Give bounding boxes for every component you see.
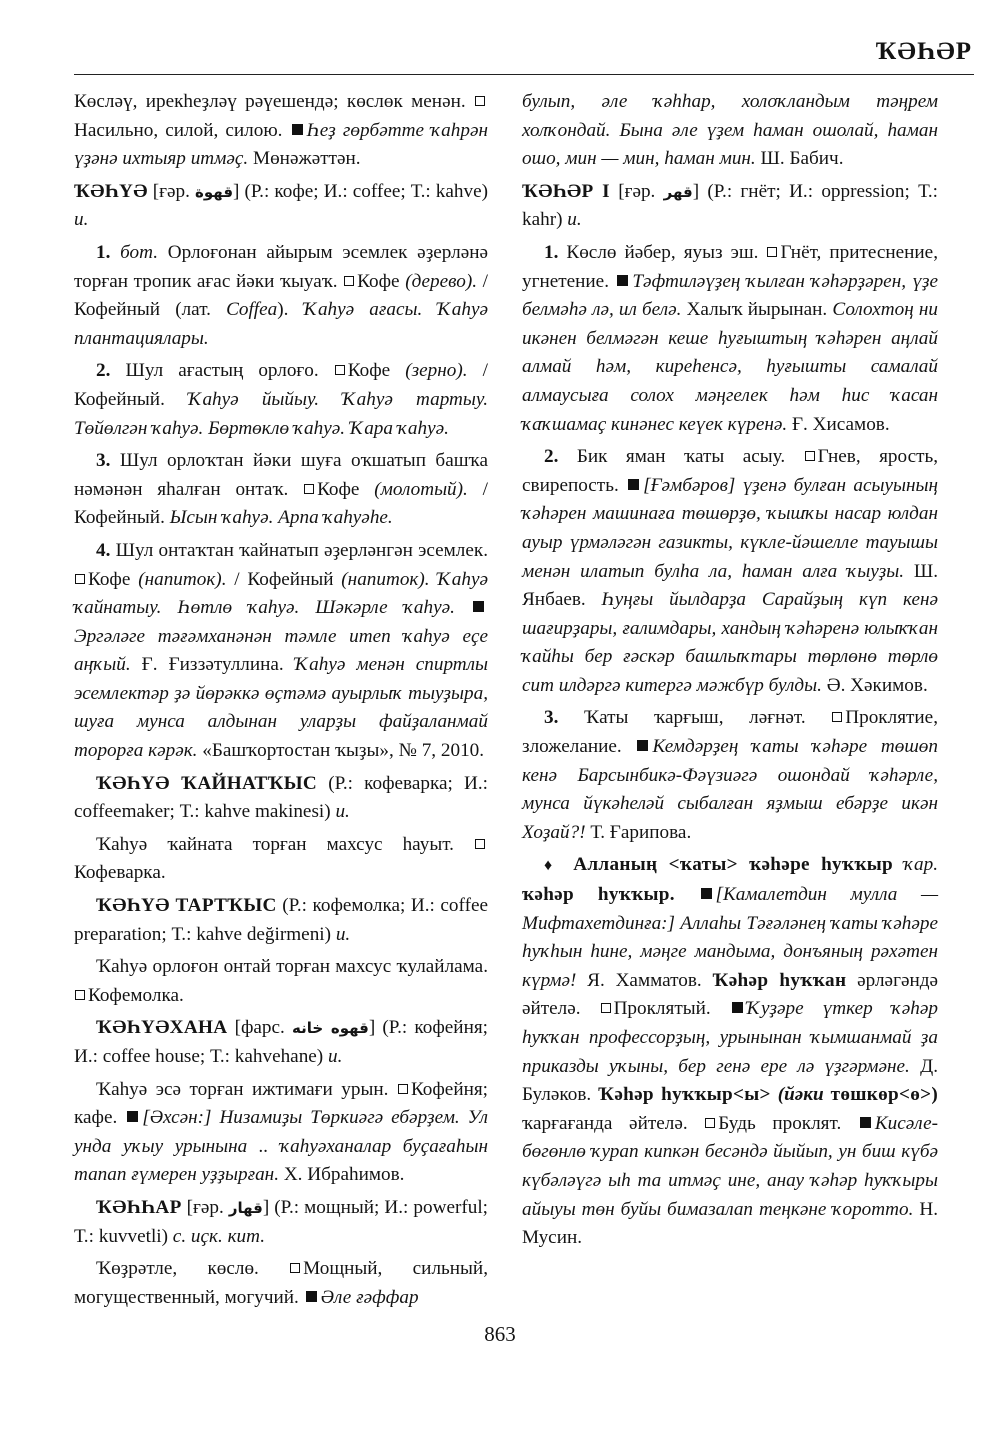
example: [Камалетдин мулла — Мифтахетдинға:] Аллаһы Тәғәләнең ҡаты ҡәһәре һуҡһын һине, мәңге мандыма, донъяның рәхәтен күрмә! xyxy=(522,884,939,991)
russian-translation: Кофе xyxy=(88,568,131,590)
russian-translation: Кофе xyxy=(357,270,400,292)
definition: Шул онтаҡтан ҡайнатып әҙерләнгән эсемлек. xyxy=(115,539,488,561)
sense-2 xyxy=(522,443,938,700)
russian-adj: / Кофейный (лат. xyxy=(74,270,489,321)
sense-number: 1. xyxy=(544,241,559,263)
sense-number: 4. xyxy=(96,539,111,561)
example-marker-icon xyxy=(637,740,648,751)
sense-3 xyxy=(522,704,938,847)
etymology: [ғәр. xyxy=(152,180,190,202)
arabic-script: قهر xyxy=(663,182,693,201)
definition: Көслө йәбер, яуыз эш. xyxy=(566,241,759,263)
russian-translation: Кофемолка. xyxy=(88,984,184,1006)
entry-kahua-tartkys xyxy=(74,892,488,949)
source: Ғ. Ғиззәтуллина. xyxy=(141,654,284,676)
part-of-speech: и. xyxy=(74,209,89,231)
headword: ҠӘҺҮӘ xyxy=(74,180,148,202)
part-of-speech: и. xyxy=(328,1046,343,1067)
entry-kahhar xyxy=(74,1194,488,1251)
arabic-script: قهوة xyxy=(195,182,234,201)
etymology: [фарс. xyxy=(234,1017,285,1039)
source: Н. Мусин. xyxy=(522,1198,938,1249)
phrase-headword: ҡәһәр һуҡҡыр. xyxy=(522,884,675,906)
russian-adj: / Кофейный xyxy=(234,568,334,590)
arabic-script: قهوه خانه xyxy=(292,1019,369,1038)
example: булып, әле ҡәһһар, холоҡландым тәңрем холҡондай. Бына әле үҙем һаман ошолай, һаман ошо, мин — мин, һаман мин. xyxy=(522,91,938,170)
phrase-headword: Алланың <ҡаты> ҡәһәре һуҡҡыр xyxy=(573,854,893,876)
russian-marker-icon xyxy=(601,1003,611,1013)
left-column xyxy=(74,88,488,1316)
definition: Ҡаһуә орлоғон онтай торған махсус ҡулайлама. xyxy=(96,956,488,978)
definition: Бик яман ҡаты асыу. xyxy=(576,446,786,468)
part-of-speech: с. иҫк. кит. xyxy=(172,1225,266,1247)
example: Кисәле-бөгөнлө ҡурап кипкән бесәндә йыйып, ун биш күбә күбәләүгә ыһ та итмәҫ ине, анау ҡәһәр һуҡҡыры айыуы төн буйы бимазалап теңкәне ҡоротто. xyxy=(522,1112,938,1220)
example: Ҡуҙәре үткер ҡәһәр һуҡҡан профессорҙың, урынынан ҡымшанмай ҙа приказды уҡыны, бер генә ере лә үҙгәрмәне. xyxy=(522,998,939,1077)
source: Д. Буләков. xyxy=(522,1055,938,1106)
sense-4 xyxy=(74,537,488,766)
text: Көсләү, ирекһеҙләү рәүешендә; көслөк менән. xyxy=(74,91,466,112)
russian-translation: Кофейня; кафе. xyxy=(74,1078,489,1129)
phrase-variant: (йәки xyxy=(777,1084,824,1106)
example-marker-icon xyxy=(732,1002,743,1013)
example-marker-icon xyxy=(628,479,639,490)
russian-marker-icon xyxy=(335,365,345,375)
diamond-icon: ♦ xyxy=(544,857,559,875)
sense-1 xyxy=(74,239,488,353)
source: Мөнәжәттән. xyxy=(253,148,361,170)
example: Ҡаһуә йыйыу. Ҡаһуә тартыу. Төйөлгән ҡаһуә. Бөртөклө ҡаһуә. Ҡара ҡаһуә. xyxy=(74,388,489,439)
latin-name: Coffea xyxy=(226,299,278,321)
entry-kahua-kaynatkys xyxy=(74,770,488,827)
russian-marker-icon xyxy=(398,1084,408,1094)
russian-marker-icon xyxy=(705,1118,715,1128)
definition: Шул ағастың орлоғо. xyxy=(125,360,319,382)
russian-translation: Будь проклят. xyxy=(718,1112,842,1134)
russian-translation: Гнев, ярость, свирепость. xyxy=(522,446,939,496)
example-marker-icon xyxy=(127,1111,138,1122)
phrase-headword: Ҡәһәр һуҡҡан xyxy=(712,969,847,991)
example-marker-icon xyxy=(306,1291,317,1302)
example-marker-icon xyxy=(701,888,712,899)
sense-number: 1. xyxy=(96,241,111,263)
russian-translation: Проклятый. xyxy=(613,998,711,1020)
sense-number: 2. xyxy=(96,360,111,382)
russian-marker-icon xyxy=(290,1263,300,1273)
etymology: [ғәр. xyxy=(186,1196,224,1218)
source: Я. Хамматов. xyxy=(587,969,702,991)
example: [Әхсән:] Низамиҙы Төркиәгә ебәрҙем. Ул унда уҡыу урынына .. ҡаһуәханалар буҫағаһын тапап ғүмерен уҙҙырған. xyxy=(74,1107,489,1186)
russian-note: (дерево). xyxy=(405,270,478,292)
part-of-speech: и. xyxy=(335,923,351,945)
russian-marker-icon xyxy=(475,96,485,106)
russian-translation: Насильно, силой, силою. xyxy=(74,119,283,141)
russian-marker-icon xyxy=(75,990,85,1000)
definition: Ҡаты ҡарғыш, ләғнәт. xyxy=(584,707,806,729)
russian-marker-icon xyxy=(344,276,354,286)
example: Ысын ҡаһуә. Арпа ҡаһуәһе. xyxy=(169,507,393,529)
definition-line xyxy=(74,1076,488,1190)
definition: Ҡаһуә ҡайната торған махсус һауыт. xyxy=(96,833,454,855)
headword: ҠӘҺҮӘ ТАРТҠЫС xyxy=(96,895,277,917)
translations: ] (Р.: гнёт; И.: oppression; Т.: kahr) xyxy=(522,180,939,231)
russian-translation: Кофеварка. xyxy=(74,862,166,884)
label: бот. xyxy=(120,241,159,263)
source: Х. Ибраһимов. xyxy=(283,1164,405,1186)
definition-line xyxy=(74,953,488,1010)
russian-marker-icon xyxy=(75,574,85,584)
russian-marker-icon xyxy=(832,712,842,722)
example: Ҡаһуә ағасы. Ҡаһуә плантациялары. xyxy=(74,299,489,349)
definition: әрләгәндә әйтелә. xyxy=(522,969,939,1020)
text: ). xyxy=(277,299,289,321)
russian-note: (напиток). xyxy=(341,568,430,590)
phrase-headword: төшкөр<ө>) xyxy=(830,1084,939,1106)
sense-number: 3. xyxy=(544,707,559,729)
source: Халыҡ йырынан. xyxy=(686,299,828,321)
definition: Ҡаһуә эсә торған ижтимағи урын. xyxy=(96,1078,389,1100)
russian-adj: / Кофейный. xyxy=(74,360,488,410)
russian-translation: Мощный, сильный, могущественный, могучий. xyxy=(74,1258,488,1308)
translations: ] (Р.: кофе; И.: coffee; Т.: kahve) xyxy=(233,180,489,202)
example: Тәфтиләүҙең ҡылған ҡәһәрҙәрен, үҙе белмәһә лә, ил белә. xyxy=(522,270,938,321)
label: ҡар. xyxy=(903,854,939,876)
example: Эргәләге тәғәмханәнән тәмле итеп ҡаһуә еҫе аңҡый. xyxy=(74,625,488,676)
headword: ҠӘҺҮӘХАНА xyxy=(96,1017,228,1039)
translations: ] (Р.: кофейня; И.: coffee house; Т.: kahvehane) xyxy=(74,1017,488,1067)
source: Ғ. Хисамов. xyxy=(791,413,890,435)
running-head-word: ҠӘҺӘР xyxy=(875,38,972,65)
example: [Ғәмбәров] үҙенә булған асыуының ҡәһәрен машинаға төшөрҙө, ҡышҡы насар юлдан ауыр үрмәләгән газикты, күкле-йәшелле тауышы менән илатып булһа ла, һаман алға ҡыуҙы. xyxy=(522,474,938,582)
russian-marker-icon xyxy=(304,484,314,494)
entry-continuation xyxy=(74,88,488,174)
translations: ] (Р.: мощный; И.: powerful; Т.: kuvvetli) xyxy=(74,1196,489,1247)
sense-2 xyxy=(74,357,488,443)
example: Ҡаһуә менән спиртлы эсемлектәр ҙә йөрәккә өҫтәмә ауырлыҡ тыуҙыра, шуға мунса алдынан уларҙы файҙаланмай торорға кәрәк. xyxy=(74,654,489,762)
translations: (Р.: кофеварка; И.: coffeemaker; Т.: kahve makinesi) xyxy=(74,772,488,823)
entry-kaher xyxy=(522,178,938,235)
example: Һуңғы йылдарҙа Сарайҙың күп кенә шағирҙары, ғалимдары, хандың ҡәһәренә юлыҡҡан ҡайһы бер ғәскәр башлыҡтары төрлөнө төрлө сит илдәргә китергә мәжбүр булды. xyxy=(522,589,938,696)
definition: ҡарғағанда әйтелә. xyxy=(522,1112,688,1134)
definition: Шул орлоҡтан йәки шуға оҡшатып башҡа нәмәнән яһалған онтаҡ. xyxy=(74,450,488,500)
part-of-speech: и. xyxy=(567,209,582,231)
headword: ҠӘҺҮӘ ҠАЙНАТҠЫС xyxy=(96,772,318,794)
example: Әле ғәффар xyxy=(320,1286,419,1308)
headword: ҠӘҺӘР I xyxy=(522,180,610,202)
example-marker-icon xyxy=(292,124,303,135)
source: «Башҡортостан ҡыҙы», № 7, 2010. xyxy=(202,740,485,762)
example-marker-icon xyxy=(860,1117,871,1128)
definition: Орлоғонан айырым эсемлек әҙерләнә торған тропик ағас йәки ҡыуаҡ. xyxy=(74,241,489,292)
part-of-speech: и. xyxy=(335,801,350,823)
russian-translation: Проклятие, зложелание. xyxy=(522,707,938,758)
phrase-headword: Ҡәһәр һуҡҡыр<ы> xyxy=(598,1084,771,1106)
sense-1 xyxy=(522,239,938,439)
example-marker-icon xyxy=(617,275,628,286)
source: Ш. Янбаев. xyxy=(522,560,939,611)
headword: ҠӘҺҺАР xyxy=(96,1196,182,1218)
example: Кемдәрҙең ҡаты ҡәһәре төшөп кенә Барсынбикә-Фәүзиәгә ошондай ҡәһәрле, мунса йүкәһеләй сыбалған яҙмыш ебәрҙе икән Хоҙай?! xyxy=(522,736,938,843)
phrase-allanyn-katy xyxy=(522,851,938,1252)
source: Т. Ғарипова. xyxy=(590,821,692,843)
entry-continuation xyxy=(522,88,938,174)
russian-note: (зерно). xyxy=(405,360,468,382)
russian-translation: Гнёт, притеснение, угнетение. xyxy=(522,241,938,292)
example-marker-icon xyxy=(473,601,484,612)
example: Солохтоң ни икәнен белмәгән кеше һуғыштың ҡәһәрен аңлай алмай һәм, киреһенсә, һуғышты самалай алмаусыға солох мәңгелек һәм һис ҡасан ҡаҡшамаҫ кинәнес кеүек күренә. xyxy=(522,299,938,435)
etymology: [ғәр. xyxy=(618,180,656,202)
russian-marker-icon xyxy=(805,451,815,461)
source: Ә. Хәкимов. xyxy=(826,674,928,696)
source: Ш. Бабич. xyxy=(760,148,844,170)
russian-note: (молотый). xyxy=(374,478,468,500)
definition-line xyxy=(74,831,488,888)
russian-translation: Кофе xyxy=(347,360,391,382)
page-number: 863 xyxy=(484,1322,516,1346)
entry-kahuakhana xyxy=(74,1014,488,1071)
example: Һеҙ гөрбәтте ҡаһрән үҙәнә ихтыяр итмәҫ. xyxy=(74,119,488,170)
sense-3 xyxy=(74,447,488,533)
right-column xyxy=(522,88,938,1257)
russian-marker-icon xyxy=(475,839,485,849)
entry-kahua xyxy=(74,178,488,235)
translations: (Р.: кофемолка; И.: coffee preparation; Т.: kahve değirmeni) xyxy=(74,895,488,945)
russian-adj: / Кофейный. xyxy=(74,478,488,529)
russian-note: (напиток). xyxy=(138,568,227,590)
russian-marker-icon xyxy=(767,247,777,257)
definition: Ҡөҙрәтле, көслө. xyxy=(96,1258,259,1280)
sense-number: 2. xyxy=(544,446,559,468)
sense-number: 3. xyxy=(96,450,111,472)
example: Ҡаһуә ҡайнатыу. Һөтлө ҡаһуә. Шәкәрле ҡаһуә. xyxy=(74,568,489,619)
arabic-script: قهار xyxy=(228,1198,263,1217)
russian-translation: Кофе xyxy=(317,478,360,500)
header-rule xyxy=(74,74,974,75)
definition-line xyxy=(74,1255,488,1312)
